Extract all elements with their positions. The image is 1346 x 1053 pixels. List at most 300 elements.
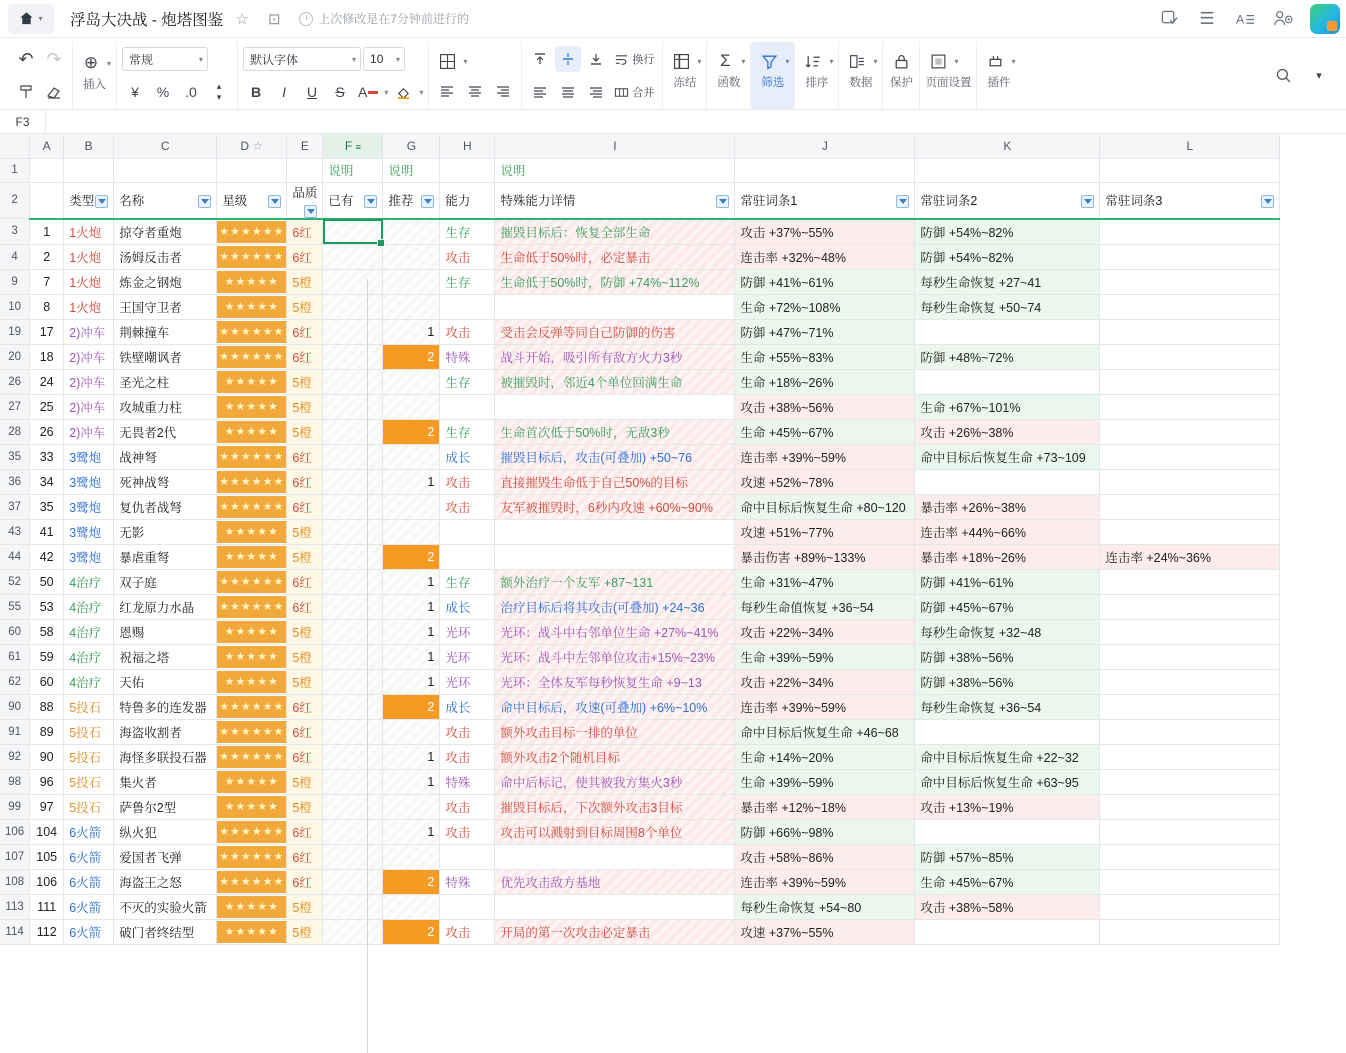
row-header[interactable]: 4 xyxy=(0,244,30,269)
filter-dropdown-icon[interactable] xyxy=(896,195,909,208)
row-header[interactable]: 108 xyxy=(0,869,30,894)
cell-index[interactable]: 88 xyxy=(30,694,64,719)
column-title-6[interactable] xyxy=(383,182,440,219)
col-header-K[interactable]: K xyxy=(915,134,1100,158)
cell-quality[interactable] xyxy=(287,819,323,844)
cell-quality[interactable] xyxy=(287,319,323,344)
chevron-down-icon[interactable]: ▾ xyxy=(741,56,746,66)
align-right-icon[interactable] xyxy=(490,78,516,104)
table-row[interactable] xyxy=(0,294,1280,319)
cell-entry-3[interactable] xyxy=(1100,219,1280,245)
cell-stars[interactable] xyxy=(217,519,287,544)
cell-recommend[interactable]: 1 xyxy=(383,569,440,594)
chevron-down-icon[interactable]: ▾ xyxy=(785,56,790,66)
bold-button[interactable]: B xyxy=(250,84,262,100)
cell-detail[interactable]: 光环：战斗中右邻单位生命 +27%~41% xyxy=(495,619,735,644)
cell-detail[interactable]: 生命低于50%时，必定暴击 xyxy=(495,244,735,269)
cell-entry-3[interactable] xyxy=(1100,819,1280,844)
cell-recommend[interactable]: 1 xyxy=(383,769,440,794)
cell-stars[interactable] xyxy=(217,344,287,369)
cell-stars[interactable] xyxy=(217,619,287,644)
cell-ability[interactable]: 攻击 xyxy=(440,919,495,944)
cell-entry-1[interactable]: 生命 +72%~108% xyxy=(735,294,915,319)
row-header[interactable]: 36 xyxy=(0,469,30,494)
home-button[interactable] xyxy=(8,4,54,34)
cell-quality[interactable] xyxy=(287,794,323,819)
cell-recommend[interactable] xyxy=(383,719,440,744)
cell-type[interactable]: 3鹭炮 xyxy=(64,519,114,544)
cell-name[interactable]: 海怪多联投石器 xyxy=(114,744,217,769)
cell-detail[interactable]: 命中后标记，使其被我方集火3秒 xyxy=(495,769,735,794)
freeze-panes-icon[interactable] xyxy=(668,48,694,74)
cell-detail[interactable]: 友军被摧毁时，6秒内攻速 +60%~90% xyxy=(495,494,735,519)
cell-stars[interactable] xyxy=(217,869,287,894)
cell-entry-3[interactable] xyxy=(1100,619,1280,644)
column-title-10[interactable] xyxy=(915,182,1100,219)
cell-index[interactable]: 105 xyxy=(30,844,64,869)
col-header-D[interactable]: D ☆ xyxy=(217,134,287,158)
cell-entry-3[interactable] xyxy=(1100,594,1280,619)
table-row[interactable] xyxy=(0,469,1280,494)
cell-index[interactable]: 18 xyxy=(30,344,64,369)
cell-ability[interactable]: 特殊 xyxy=(440,869,495,894)
table-row[interactable] xyxy=(0,794,1280,819)
cell-entry-1[interactable]: 生命 +39%~59% xyxy=(735,644,915,669)
cell-entry-3[interactable] xyxy=(1100,494,1280,519)
borders-icon[interactable] xyxy=(434,48,460,74)
cell-entry-2[interactable]: 命中目标后恢复生命 +73~109 xyxy=(915,444,1100,469)
row-header-1[interactable]: 1 xyxy=(0,158,30,182)
cell-ability[interactable] xyxy=(440,844,495,869)
cell-quality[interactable] xyxy=(287,419,323,444)
cell-have[interactable] xyxy=(323,719,383,744)
cell-index[interactable]: 112 xyxy=(30,919,64,944)
decimal-stepper-icon[interactable]: ▴ ▾ xyxy=(216,81,222,102)
cell-entry-1[interactable]: 每秒生命值恢复 +36~54 xyxy=(735,594,915,619)
cell-index[interactable]: 42 xyxy=(30,544,64,569)
align-top-icon[interactable] xyxy=(527,46,553,72)
cell-index[interactable]: 90 xyxy=(30,744,64,769)
table-row[interactable] xyxy=(0,569,1280,594)
cell-have[interactable] xyxy=(323,794,383,819)
cell-detail[interactable]: 额外攻击2个随机目标 xyxy=(495,744,735,769)
cell-quality[interactable] xyxy=(287,594,323,619)
cell-stars[interactable] xyxy=(217,544,287,569)
cell-name[interactable]: 海盗收割者 xyxy=(114,719,217,744)
filter-dropdown-icon[interactable] xyxy=(1261,195,1274,208)
cell-entry-1[interactable]: 攻击 +58%~86% xyxy=(735,844,915,869)
function-icon[interactable]: Σ xyxy=(720,51,731,70)
cell-recommend[interactable]: 1 xyxy=(383,744,440,769)
font-color-button[interactable]: A xyxy=(355,79,381,105)
row-header[interactable]: 55 xyxy=(0,594,30,619)
cell-K1[interactable] xyxy=(915,158,1100,182)
row-header[interactable]: 37 xyxy=(0,494,30,519)
cell-stars[interactable] xyxy=(217,819,287,844)
cell-entry-2[interactable] xyxy=(915,719,1100,744)
cell-type[interactable]: 4治疗 xyxy=(64,594,114,619)
cell-detail[interactable] xyxy=(495,544,735,569)
cell-have[interactable] xyxy=(323,269,383,294)
col-header-E[interactable]: E xyxy=(287,134,323,158)
table-row[interactable] xyxy=(0,819,1280,844)
cell-index[interactable]: 53 xyxy=(30,594,64,619)
cell-recommend[interactable]: 2 xyxy=(383,344,440,369)
cell-entry-1[interactable]: 暴击率 +12%~18% xyxy=(735,794,915,819)
collaborators-icon[interactable] xyxy=(1270,6,1296,32)
cell-entry-3[interactable] xyxy=(1100,294,1280,319)
cell-entry-3[interactable] xyxy=(1100,769,1280,794)
decimal-decrease-icon[interactable]: .0 xyxy=(185,84,197,100)
row-header[interactable]: 35 xyxy=(0,444,30,469)
table-row[interactable] xyxy=(0,219,1280,245)
cell-entry-2[interactable]: 每秒生命恢复 +27~41 xyxy=(915,269,1100,294)
row-header[interactable]: 92 xyxy=(0,744,30,769)
table-row[interactable] xyxy=(0,669,1280,694)
cell-quality[interactable] xyxy=(287,294,323,319)
cell-have[interactable] xyxy=(323,769,383,794)
cell-quality[interactable] xyxy=(287,869,323,894)
cell-index[interactable]: 26 xyxy=(30,419,64,444)
cell-entry-3[interactable] xyxy=(1100,869,1280,894)
table-row[interactable] xyxy=(0,894,1280,919)
cell-have[interactable] xyxy=(323,594,383,619)
cell-entry-2[interactable]: 每秒生命恢复 +50~74 xyxy=(915,294,1100,319)
cell-entry-1[interactable]: 暴击伤害 +89%~133% xyxy=(735,544,915,569)
column-title-0[interactable] xyxy=(30,182,64,219)
filter-dropdown-icon[interactable] xyxy=(268,195,281,208)
cell-type[interactable]: 3鹭炮 xyxy=(64,494,114,519)
cell-type[interactable]: 4治疗 xyxy=(64,569,114,594)
col-header-F[interactable]: F ≡ xyxy=(323,134,383,158)
cell-recommend[interactable]: 1 xyxy=(383,469,440,494)
cell-have[interactable] xyxy=(323,519,383,544)
cell-entry-1[interactable]: 命中目标后恢复生命 +80~120 xyxy=(735,494,915,519)
cell-type[interactable]: 6火箭 xyxy=(64,869,114,894)
cell-entry-3[interactable] xyxy=(1100,319,1280,344)
page-setup-icon[interactable] xyxy=(925,48,951,74)
cell-entry-3[interactable] xyxy=(1100,244,1280,269)
number-format-select[interactable]: 常规 ▾ xyxy=(122,47,208,71)
cell-type[interactable]: 2)冲车 xyxy=(64,344,114,369)
cell-have[interactable] xyxy=(323,444,383,469)
cell-type[interactable]: 4治疗 xyxy=(64,644,114,669)
table-row[interactable] xyxy=(0,394,1280,419)
row-header[interactable]: 10 xyxy=(0,294,30,319)
cell-empty[interactable] xyxy=(114,158,217,182)
cell-detail[interactable] xyxy=(495,844,735,869)
cell-stars[interactable] xyxy=(217,894,287,919)
chevron-down-icon[interactable]: ▾ xyxy=(697,56,702,66)
cell-entry-3[interactable] xyxy=(1100,569,1280,594)
cell-detail[interactable]: 命中目标后，攻速(可叠加) +6%~10% xyxy=(495,694,735,719)
cell-ability[interactable]: 生存 xyxy=(440,569,495,594)
merge-cells-button[interactable] xyxy=(611,79,657,105)
col-header-L[interactable]: L xyxy=(1100,134,1280,158)
percent-icon[interactable]: % xyxy=(156,84,170,100)
cell-detail[interactable]: 生命低于50%时，防御 +74%~112% xyxy=(495,269,735,294)
cell-J1[interactable] xyxy=(735,158,915,182)
cell-entry-1[interactable]: 连击率 +39%~59% xyxy=(735,444,915,469)
cell-quality[interactable] xyxy=(287,244,323,269)
align-middle-icon[interactable] xyxy=(555,46,581,72)
cell-entry-2[interactable] xyxy=(915,369,1100,394)
cell-entry-2[interactable]: 防御 +54%~82% xyxy=(915,219,1100,245)
cell-index[interactable]: 25 xyxy=(30,394,64,419)
cell-entry-1[interactable]: 每秒生命恢复 +54~80 xyxy=(735,894,915,919)
data-icon[interactable] xyxy=(844,48,870,74)
cell-entry-3[interactable] xyxy=(1100,669,1280,694)
cell-type[interactable]: 2)冲车 xyxy=(64,419,114,444)
cell-ability[interactable]: 攻击 xyxy=(440,469,495,494)
cell-entry-2[interactable]: 防御 +41%~61% xyxy=(915,569,1100,594)
cell-recommend[interactable] xyxy=(383,844,440,869)
cell-quality[interactable] xyxy=(287,569,323,594)
cell-recommend[interactable] xyxy=(383,394,440,419)
cell-type[interactable]: 2)冲车 xyxy=(64,394,114,419)
cell-index[interactable]: 8 xyxy=(30,294,64,319)
chevron-down-icon[interactable]: ▾ xyxy=(954,56,959,66)
cell-have[interactable] xyxy=(323,369,383,394)
cell-type[interactable]: 5投石 xyxy=(64,794,114,819)
cell-recommend[interactable] xyxy=(383,244,440,269)
cell-recommend[interactable]: 1 xyxy=(383,319,440,344)
cell-stars[interactable] xyxy=(217,319,287,344)
column-title-11[interactable] xyxy=(1100,182,1280,219)
cell-name[interactable]: 王国守卫者 xyxy=(114,294,217,319)
cell-ability[interactable]: 光环 xyxy=(440,619,495,644)
cell-entry-3[interactable] xyxy=(1100,919,1280,944)
cell-recommend[interactable] xyxy=(383,269,440,294)
cell-entry-3[interactable] xyxy=(1100,419,1280,444)
cell-recommend[interactable]: 2 xyxy=(383,919,440,944)
cell-entry-1[interactable]: 连击率 +39%~59% xyxy=(735,869,915,894)
table-row[interactable] xyxy=(0,844,1280,869)
cell-name[interactable]: 无畏者2代 xyxy=(114,419,217,444)
column-title-1[interactable] xyxy=(64,182,114,219)
cell-quality[interactable] xyxy=(287,369,323,394)
cell-name[interactable]: 纵火犯 xyxy=(114,819,217,844)
cell-type[interactable]: 5投石 xyxy=(64,719,114,744)
cell-entry-1[interactable]: 攻速 +37%~55% xyxy=(735,919,915,944)
cell-name[interactable]: 海盗王之怒 xyxy=(114,869,217,894)
cell-entry-1[interactable]: 生命 +18%~26% xyxy=(735,369,915,394)
cell-entry-2[interactable]: 每秒生命恢复 +36~54 xyxy=(915,694,1100,719)
cell-detail[interactable]: 额外治疗一个友军 +87~131 xyxy=(495,569,735,594)
cell-stars[interactable] xyxy=(217,569,287,594)
cell-stars[interactable] xyxy=(217,719,287,744)
cell-type[interactable]: 1火炮 xyxy=(64,219,114,245)
filter-dropdown-icon[interactable] xyxy=(95,195,108,208)
sort-icon[interactable] xyxy=(800,48,826,74)
cell-detail[interactable]: 被摧毁时，邻近4个单位回满生命 xyxy=(495,369,735,394)
cell-type[interactable]: 6火箭 xyxy=(64,819,114,844)
cell-entry-2[interactable] xyxy=(915,819,1100,844)
cell-detail[interactable]: 开局的第一次攻击必定暴击 xyxy=(495,919,735,944)
cell-index[interactable]: 59 xyxy=(30,644,64,669)
table-row[interactable] xyxy=(0,594,1280,619)
row-header[interactable]: 90 xyxy=(0,694,30,719)
row-header[interactable]: 3 xyxy=(0,219,30,245)
cell-stars[interactable] xyxy=(217,494,287,519)
column-title-3[interactable] xyxy=(217,182,287,219)
cell-detail[interactable]: 摧毁目标后，下次额外攻击3目标 xyxy=(495,794,735,819)
column-title-4[interactable] xyxy=(287,182,323,219)
favorite-star-icon[interactable]: ☆ xyxy=(235,10,249,28)
cell-stars[interactable] xyxy=(217,369,287,394)
table-row[interactable] xyxy=(0,769,1280,794)
cell-entry-1[interactable]: 生命 +31%~47% xyxy=(735,569,915,594)
cell-entry-1[interactable]: 攻击 +37%~55% xyxy=(735,219,915,245)
cell-L1[interactable] xyxy=(1100,158,1280,182)
cell-ability[interactable]: 光环 xyxy=(440,669,495,694)
cell-ability[interactable]: 成长 xyxy=(440,594,495,619)
table-row[interactable] xyxy=(0,344,1280,369)
cell-recommend[interactable]: 2 xyxy=(383,544,440,569)
column-title-7[interactable] xyxy=(440,182,495,219)
cell-name[interactable]: 汤姆反击者 xyxy=(114,244,217,269)
cell-recommend[interactable]: 1 xyxy=(383,594,440,619)
cell-ability[interactable]: 特殊 xyxy=(440,344,495,369)
cell-entry-3[interactable] xyxy=(1100,694,1280,719)
cell-F1[interactable]: 说明 xyxy=(323,158,383,182)
cell-ability[interactable]: 光环 xyxy=(440,644,495,669)
column-title-9[interactable] xyxy=(735,182,915,219)
filter-icon[interactable] xyxy=(756,48,782,74)
cell-quality[interactable] xyxy=(287,519,323,544)
cell-name[interactable]: 双子庭 xyxy=(114,569,217,594)
cell-entry-3[interactable] xyxy=(1100,744,1280,769)
cell-entry-1[interactable]: 生命 +55%~83% xyxy=(735,344,915,369)
cell-have[interactable] xyxy=(323,494,383,519)
share-icon[interactable]: ⊡ xyxy=(267,10,281,28)
table-row[interactable] xyxy=(0,744,1280,769)
cell-type[interactable]: 4治疗 xyxy=(64,669,114,694)
cell-entry-1[interactable]: 攻击 +22%~34% xyxy=(735,669,915,694)
cell-stars[interactable] xyxy=(217,219,287,245)
cell-index[interactable]: 17 xyxy=(30,319,64,344)
row-header-2[interactable]: 2 xyxy=(0,182,30,219)
justify-center-icon[interactable] xyxy=(555,79,581,105)
cell-empty[interactable] xyxy=(64,158,114,182)
cell-entry-2[interactable]: 生命 +67%~101% xyxy=(915,394,1100,419)
cell-quality[interactable] xyxy=(287,844,323,869)
table-row[interactable] xyxy=(0,319,1280,344)
collapse-ribbon-icon[interactable]: ▾ xyxy=(1316,70,1322,82)
cell-detail[interactable]: 光环：战斗中左邻单位攻击+15%~23% xyxy=(495,644,735,669)
cell-entry-1[interactable]: 连击率 +32%~48% xyxy=(735,244,915,269)
row-header[interactable]: 44 xyxy=(0,544,30,569)
cell-entry-3[interactable] xyxy=(1100,644,1280,669)
cell-quality[interactable] xyxy=(287,469,323,494)
cell-stars[interactable] xyxy=(217,794,287,819)
cell-ability[interactable]: 成长 xyxy=(440,444,495,469)
cell-entry-1[interactable]: 攻速 +51%~77% xyxy=(735,519,915,544)
chevron-down-icon[interactable]: ▾ xyxy=(419,87,424,97)
cell-type[interactable]: 1火炮 xyxy=(64,244,114,269)
cell-have[interactable] xyxy=(323,744,383,769)
column-title-2[interactable] xyxy=(114,182,217,219)
cell-ability[interactable] xyxy=(440,394,495,419)
cell-detail[interactable] xyxy=(495,519,735,544)
cell-type[interactable]: 3鹭炮 xyxy=(64,444,114,469)
cell-entry-2[interactable] xyxy=(915,319,1100,344)
cell-stars[interactable] xyxy=(217,244,287,269)
cell-name[interactable]: 爱国者飞弹 xyxy=(114,844,217,869)
filter-dropdown-icon[interactable] xyxy=(421,195,434,208)
chevron-down-icon[interactable]: ▾ xyxy=(384,87,389,97)
cell-ability[interactable]: 特殊 xyxy=(440,769,495,794)
table-row[interactable] xyxy=(0,869,1280,894)
undo-button[interactable]: ↶ xyxy=(18,48,34,69)
cell-entry-1[interactable]: 防御 +66%~98% xyxy=(735,819,915,844)
row-header[interactable]: 9 xyxy=(0,269,30,294)
cell-detail[interactable] xyxy=(495,394,735,419)
italic-button[interactable]: I xyxy=(282,84,286,100)
align-left-icon[interactable] xyxy=(434,78,460,104)
cell-index[interactable]: 104 xyxy=(30,819,64,844)
cell-have[interactable] xyxy=(323,869,383,894)
cell-entry-2[interactable]: 防御 +57%~85% xyxy=(915,844,1100,869)
cell-ability[interactable]: 生存 xyxy=(440,369,495,394)
cell-index[interactable]: 89 xyxy=(30,719,64,744)
strikethrough-button[interactable]: S xyxy=(335,84,345,100)
fill-color-button[interactable] xyxy=(390,79,416,105)
cell-entry-2[interactable] xyxy=(915,469,1100,494)
cell-entry-2[interactable]: 攻击 +13%~19% xyxy=(915,794,1100,819)
cell-index[interactable]: 1 xyxy=(30,219,64,245)
cell-entry-2[interactable]: 连击率 +44%~66% xyxy=(915,519,1100,544)
chevron-down-icon[interactable]: ▾ xyxy=(463,56,468,66)
cell-index[interactable]: 96 xyxy=(30,769,64,794)
chevron-down-icon[interactable]: ▾ xyxy=(107,58,112,68)
cell-quality[interactable] xyxy=(287,394,323,419)
table-row[interactable] xyxy=(0,444,1280,469)
cell-stars[interactable] xyxy=(217,469,287,494)
justify-right-icon[interactable] xyxy=(583,79,609,105)
cell-index[interactable]: 34 xyxy=(30,469,64,494)
cell-have[interactable] xyxy=(323,644,383,669)
chevron-down-icon[interactable]: ▾ xyxy=(829,56,834,66)
cell-have[interactable] xyxy=(323,219,383,245)
filter-dropdown-icon[interactable] xyxy=(364,195,377,208)
cell-stars[interactable] xyxy=(217,669,287,694)
cell-detail[interactable]: 攻击可以溅射到目标周围8个单位 xyxy=(495,819,735,844)
cell-quality[interactable] xyxy=(287,494,323,519)
cell-name[interactable]: 死神战弩 xyxy=(114,469,217,494)
cell-entry-3[interactable] xyxy=(1100,519,1280,544)
filter-dropdown-icon[interactable] xyxy=(304,205,317,218)
cell-quality[interactable] xyxy=(287,544,323,569)
cell-type[interactable]: 5投石 xyxy=(64,744,114,769)
cell-empty[interactable] xyxy=(30,158,64,182)
cell-quality[interactable] xyxy=(287,694,323,719)
cell-entry-2[interactable]: 防御 +38%~56% xyxy=(915,644,1100,669)
cell-index[interactable]: 58 xyxy=(30,619,64,644)
table-row[interactable] xyxy=(0,644,1280,669)
cell-name[interactable]: 天佑 xyxy=(114,669,217,694)
table-row[interactable] xyxy=(0,244,1280,269)
cell-recommend[interactable]: 1 xyxy=(383,819,440,844)
cell-stars[interactable] xyxy=(217,844,287,869)
column-title-8[interactable] xyxy=(495,182,735,219)
column-title-5[interactable] xyxy=(323,182,383,219)
cell-have[interactable] xyxy=(323,669,383,694)
cell-type[interactable]: 3鹭炮 xyxy=(64,469,114,494)
cell-recommend[interactable] xyxy=(383,219,440,245)
justify-left-icon[interactable] xyxy=(527,79,553,105)
table-row[interactable] xyxy=(0,519,1280,544)
